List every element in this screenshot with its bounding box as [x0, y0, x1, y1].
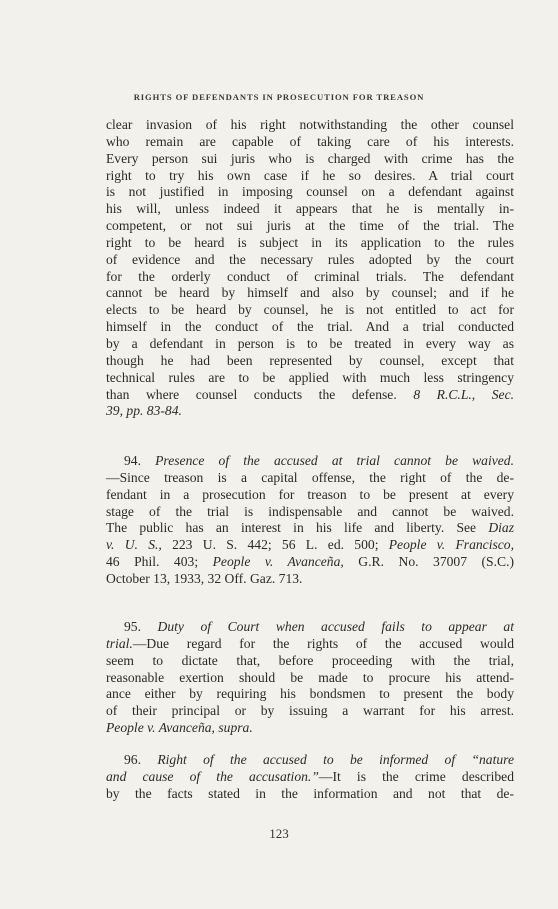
text-line: is not justified in imposing counsel on a defendant against — [106, 184, 514, 200]
text-segment: —It is the crime described — [318, 768, 514, 784]
section-number: 95. — [124, 619, 141, 634]
text-segment: G.R. No. 37007 (S.C.) — [343, 554, 514, 570]
section-heading: and cause of the accusation.” — [106, 768, 319, 784]
text-line: fendant in a prosecution for treason to be present at every — [106, 486, 514, 502]
text-line: competent, or not sui juris at the time of the trial. The — [106, 218, 514, 234]
citation: 39, pp. 83-84. — [106, 403, 182, 419]
text-line: himself in the conduct of the trial. And a trial conducted — [106, 319, 514, 335]
text-line: technical rules are to be applied with much less stringency — [106, 369, 514, 385]
text-line — [106, 720, 514, 737]
section-number: 94. — [124, 453, 141, 468]
text-line: by a defendant in person is to be treated in every way as — [106, 335, 514, 351]
text-line — [106, 537, 514, 554]
citation: 8 R.C.L., Sec. — [413, 386, 515, 402]
text-line — [106, 554, 514, 571]
case-name: People v. Avanceña, — [212, 554, 344, 570]
section-heading: Presence of the accused at trial cannot be waived. — [155, 453, 515, 468]
text-line: reasonable exertion should be made to procure his attend- — [106, 669, 514, 685]
text-line: of their principal or by issuing a warrant for his arrest. — [106, 703, 514, 719]
text-line: seem to dictate that, before proceeding with the trial, — [106, 652, 514, 668]
paragraph-continuation — [106, 117, 514, 420]
case-name: v. U. S., — [106, 537, 162, 553]
section-heading-line — [106, 619, 514, 636]
text-line: —Since treason is a capital offense, the right of the de- — [106, 469, 514, 485]
section-94 — [106, 453, 514, 588]
text-segment: 223 U. S. 442; 56 L. ed. 500; — [161, 537, 389, 553]
text-line — [106, 387, 514, 404]
text-line: elects to be heard by counsel, he is not entitled to act for — [106, 302, 514, 318]
section-heading-line — [106, 453, 514, 470]
text-line — [106, 403, 514, 420]
text-segment: than where counsel conducts the defense. — [106, 386, 397, 402]
text-segment: The public has an interest in his life and liberty. See — [106, 520, 477, 536]
section-number: 96. — [124, 752, 141, 767]
section-96 — [106, 752, 514, 803]
case-name: Diaz — [488, 520, 514, 536]
text-line — [106, 769, 514, 786]
text-line: clear invasion of his right notwithstanding the other counsel — [106, 117, 514, 132]
text-line: ance either by requiring his bondsmen to present the body — [106, 686, 514, 702]
section-heading: trial. — [106, 635, 133, 651]
text-segment: —Due regard for the rights of the accused would — [132, 635, 514, 651]
text-line: who remain are capable of taking care of his interests. — [106, 133, 514, 149]
text-line: his will, unless indeed it appears that he is mentally in- — [106, 201, 514, 217]
section-heading-line — [106, 752, 514, 769]
text-line: Every person sui juris who is charged with crime has the — [106, 150, 514, 166]
text-line: right to try his own case if he so desires. A trial court — [106, 167, 514, 183]
text-line: for the orderly conduct of criminal trials. The defendant — [106, 268, 514, 284]
text-line: stage of the trial is indispensable and cannot be waived. — [106, 503, 514, 519]
text-line: though he had been represented by counsel, except that — [106, 352, 514, 368]
text-line: right to be heard is subject in its application to the rules — [106, 234, 514, 250]
page-number: 123 — [269, 826, 289, 841]
citation: People v. Avanceña, supra. — [106, 720, 253, 736]
text-line: October 13, 1933, 32 Off. Gaz. 713. — [106, 570, 303, 586]
case-name: People v. Francisco, — [388, 537, 514, 553]
text-line — [106, 636, 514, 653]
text-line: cannot be heard by himself and also by counsel; and if he — [106, 285, 514, 301]
text-segment: 46 Phil. 403; — [106, 554, 213, 570]
text-line: by the facts stated in the information and not that de- — [106, 785, 514, 801]
section-heading: Duty of Court when accused fails to appear at — [157, 619, 514, 634]
section-heading: Right of the accused to be informed of “nature — [157, 752, 514, 767]
text-line: of evidence and the necessary rules adopted by the court — [106, 251, 514, 267]
text-line — [106, 520, 514, 537]
running-head: RIGHTS OF DEFENDANTS IN PROSECUTION FOR TREASON — [133, 92, 425, 102]
section-95 — [106, 619, 514, 737]
